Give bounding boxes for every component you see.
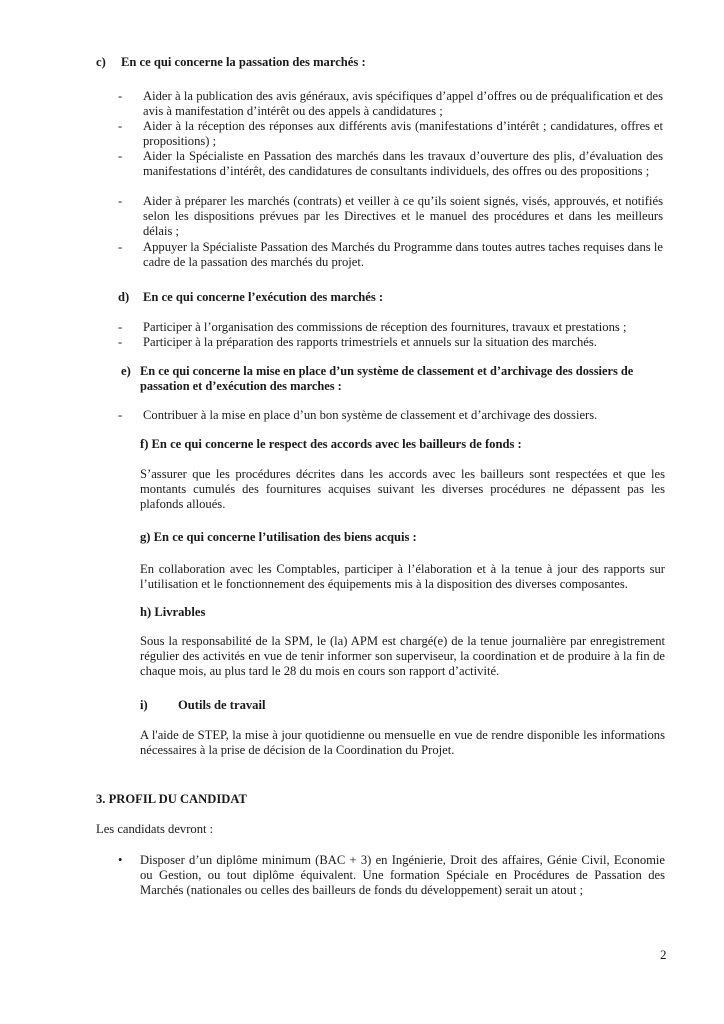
bullet-dash: - xyxy=(118,320,123,334)
section-c-letter: c) xyxy=(96,55,106,69)
section-h-text: Sous la responsabilité de la SPM, le (la) APM est chargé(e) de la tenue journalière par enregistrement régulier des activités en vue de tenir informer son superviseur, la coordination et de produire à la fin de chaque mois, au plus tard le 28 du mois en cours son rapport d’activité. xyxy=(140,634,665,679)
section-d-item-1: Participer à l’organisation des commissions de réception des fournitures, travaux et prestations ; xyxy=(143,320,627,334)
section-g-title: g) En ce qui concerne l’utilisation des biens acquis : xyxy=(140,530,417,544)
section-i-title: Outils de travail xyxy=(178,698,266,712)
section-e-title-line-1: En ce qui concerne la mise en place d’un système de classement et d’archivage des dossiers de xyxy=(140,364,634,378)
section-e-item-1: Contribuer à la mise en place d’un bon système de classement et d’archivage des dossiers. xyxy=(143,408,598,422)
bullet-dot: • xyxy=(118,853,123,867)
section-e-letter: e) xyxy=(121,364,131,378)
section-i-text: A l'aide de STEP, la mise à jour quotidienne ou mensuelle en vue de rendre disponible les informations nécessaires à la prise de décision de la Coordination du Projet. xyxy=(140,728,665,758)
section-c-item-2: Aider à la réception des réponses aux différents avis (manifestations d’intérêt ; candidatures, offres et propositions) ; xyxy=(143,119,663,149)
bullet-dash: - xyxy=(118,240,123,254)
bullet-dash: - xyxy=(118,149,123,163)
section-3-item-1: Disposer d’un diplôme minimum (BAC + 3) en Ingénierie, Droit des affaires, Génie Civil, Economie ou Gestion, ou tout diplôme équivalent. Une formation Spéciale en Procédures de Passation des Marchés (nationales ou celles des bailleurs de fonds du développement) serait un atout ; xyxy=(140,853,665,898)
section-d-title: En ce qui concerne l’exécution des marchés : xyxy=(143,290,384,304)
section-d-item-2: Participer à la préparation des rapports trimestriels et annuels sur la situation des marchés. xyxy=(143,335,597,349)
section-c-item-4: Aider à préparer les marchés (contrats) et veiller à ce qu’ils soient signés, visés, approuvés, et notifiés selon les dispositions prévues par les Directives et le manuel des procédures et dans les meilleurs délais ; xyxy=(143,194,663,239)
bullet-dash: - xyxy=(118,335,123,349)
page-number: 2 xyxy=(660,947,667,962)
section-i-letter: i) xyxy=(140,698,148,712)
section-c-item-3: Aider la Spécialiste en Passation des marchés dans les travaux d’ouverture des plis, d’évaluation des manifestations d’intérêt, des candidatures de consultants individuels, des offres ou des propositions ; xyxy=(143,149,663,179)
section-c-title: En ce qui concerne la passation des marchés : xyxy=(121,55,366,69)
section-c-item-5: Appuyer la Spécialiste Passation des Marchés du Programme dans toutes autres taches requises dans le cadre de la passation des marchés du projet. xyxy=(143,240,663,270)
section-e-title-line-2: passation et d’exécution des marches : xyxy=(140,379,342,393)
section-f-title: f) En ce qui concerne le respect des accords avec les bailleurs de fonds : xyxy=(140,437,522,451)
section-3-title: 3. PROFIL DU CANDIDAT xyxy=(96,792,247,806)
section-d-letter: d) xyxy=(118,290,130,304)
section-c-item-1: Aider à la publication des avis généraux, avis spécifiques d’appel d’offres ou de préqualification et des avis à manifestation d’intérêt ou des appels à candidatures ; xyxy=(143,89,663,119)
section-h-title: h) Livrables xyxy=(140,605,206,619)
section-g-text: En collaboration avec les Comptables, participer à l’élaboration et à la tenue à jour des rapports sur l’utilisation et le fonctionnement des équipements mis à la disposition des diverses composantes. xyxy=(140,562,665,592)
section-f-text: S’assurer que les procédures décrites dans les accords avec les bailleurs sont respectées et que les montants cumulés des fournitures acquises suivant les diverses procédures ne dépassent pas les plafonds alloués. xyxy=(140,467,665,512)
bullet-dash: - xyxy=(118,119,123,133)
bullet-dash: - xyxy=(118,89,123,103)
bullet-dash: - xyxy=(118,408,123,422)
section-3-intro: Les candidats devront : xyxy=(96,822,214,836)
bullet-dash: - xyxy=(118,194,123,208)
